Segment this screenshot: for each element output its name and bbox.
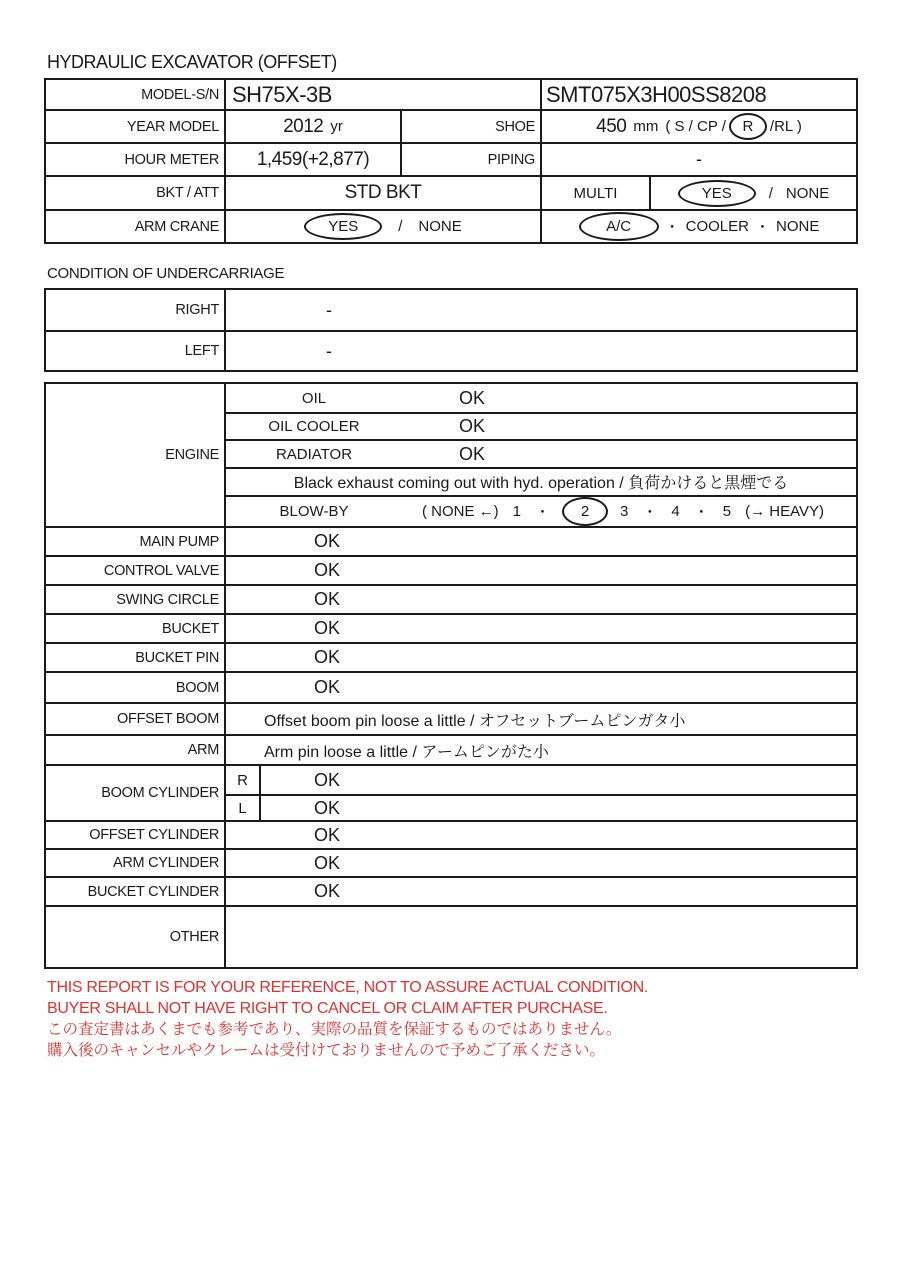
row-bucket-pin xyxy=(46,642,856,671)
blowby-scale-post: (→ HEAVY) xyxy=(745,503,824,520)
row-main-pump xyxy=(46,526,856,555)
multi-value-cell xyxy=(649,177,856,209)
shoe-value-cell xyxy=(540,111,856,142)
multi-yes-circled: YES xyxy=(678,180,756,207)
boom-cylinder-r-label: R xyxy=(237,771,248,789)
offset-boom-value: Offset boom pin loose a little / オフセットブームピンガタ小 xyxy=(224,704,856,734)
disclaimer-line-2: BUYER SHALL NOT HAVE RIGHT TO CANCEL OR CLAIM AFTER PURCHASE. xyxy=(47,1000,608,1017)
engine-note: Black exhaust coming out with hyd. operation / 負荷かけると黒煙でる xyxy=(226,467,856,495)
shoe-options-pre: ( S / CP / xyxy=(665,118,726,135)
other-label: OTHER xyxy=(169,929,219,945)
armcrane-yes-circled: YES xyxy=(304,213,382,240)
row-model xyxy=(46,80,856,109)
boom-cylinder-subrows xyxy=(224,766,856,820)
engine-row-blowby xyxy=(226,495,856,526)
bkt-label: BKT / ATT xyxy=(156,185,219,201)
main-pump-label: MAIN PUMP xyxy=(139,533,219,550)
row-bucket xyxy=(46,613,856,642)
header-table xyxy=(44,78,858,244)
control-valve-value: OK xyxy=(224,557,856,584)
row-offset-boom xyxy=(46,702,856,734)
blowby-dot3: ・ xyxy=(693,504,709,521)
main-pump-value: OK xyxy=(224,528,856,555)
ac-none: NONE xyxy=(776,218,820,235)
year-value: 2012 xyxy=(283,115,324,137)
blowby-1: 1 xyxy=(512,503,522,520)
multi-none: NONE xyxy=(785,184,830,202)
row-arm-cylinder xyxy=(46,848,856,876)
swing-circle-label: SWING CIRCLE xyxy=(116,591,219,608)
bucket-pin-value: OK xyxy=(224,644,856,671)
engine-row-oil-cooler xyxy=(226,412,856,439)
blowby-dot1: ・ xyxy=(535,504,551,521)
right-value: - xyxy=(224,290,856,330)
model-label: MODEL-S/N xyxy=(141,86,219,103)
oil-cooler-value: OK xyxy=(459,416,486,437)
row-year-shoe xyxy=(46,109,856,142)
row-swing-circle xyxy=(46,584,856,613)
piping-label: PIPING xyxy=(400,144,540,175)
armcrane-value-cell xyxy=(224,211,540,242)
ac-sep1: ・ xyxy=(664,219,680,236)
blowby-scale xyxy=(402,497,856,526)
offset-cylinder-label: OFFSET CYLINDER xyxy=(89,827,219,843)
boom-cylinder-r-value: OK xyxy=(259,766,856,794)
blowby-4: 4 xyxy=(671,503,680,520)
engine-row-radiator xyxy=(226,439,856,466)
boom-cylinder-l-label: L xyxy=(238,799,247,817)
blowby-label: BLOW-BY xyxy=(279,503,349,520)
armcrane-label: ARM CRANE xyxy=(134,218,219,235)
boom-label: BOOM xyxy=(175,679,219,696)
arm-value: Arm pin loose a little / アームピンがた小 xyxy=(224,736,856,764)
ac-value-cell xyxy=(540,211,856,242)
row-arm xyxy=(46,734,856,764)
blowby-5: 5 xyxy=(722,503,732,520)
multi-label: MULTI xyxy=(540,177,649,209)
shoe-label: SHOE xyxy=(400,111,540,142)
radiator-value: OK xyxy=(459,443,486,464)
right-label: RIGHT xyxy=(175,302,219,318)
boom-cylinder-label: BOOM CYLINDER xyxy=(101,785,219,801)
ac-cooler: COOLER xyxy=(685,218,749,235)
year-label: YEAR MODEL xyxy=(126,118,219,135)
row-bkt-multi xyxy=(46,175,856,209)
year-unit: yr xyxy=(330,118,343,135)
bucket-value: OK xyxy=(224,615,856,642)
swing-circle-value: OK xyxy=(224,586,856,613)
bucket-pin-label: BUCKET PIN xyxy=(135,649,219,666)
undercarriage-row-left xyxy=(46,330,856,370)
hour-label: HOUR METER xyxy=(124,151,219,168)
disclaimer-line-1: THIS REPORT IS FOR YOUR REFERENCE, NOT TO ASSURE ACTUAL CONDITION. xyxy=(47,979,649,996)
engine-label: ENGINE xyxy=(165,447,219,463)
row-bucket-cylinder xyxy=(46,876,856,905)
bucket-label: BUCKET xyxy=(161,620,219,637)
year-value-cell xyxy=(224,111,400,142)
disclaimer xyxy=(47,977,648,1061)
shoe-value: 450 xyxy=(596,115,627,137)
offset-boom-label: OFFSET BOOM xyxy=(117,711,219,727)
blowby-scale-pre: ( NONE ←) xyxy=(422,503,499,520)
oil-value: OK xyxy=(459,387,486,408)
ac-circled: A/C xyxy=(579,212,659,241)
armcrane-none: NONE xyxy=(418,218,462,235)
bucket-cylinder-value: OK xyxy=(224,878,856,905)
radiator-label: RADIATOR xyxy=(275,445,353,463)
blowby-3: 3 xyxy=(620,503,629,520)
model-value: SH75X-3B xyxy=(224,80,540,109)
bkt-value: STD BKT xyxy=(224,177,540,209)
boom-cylinder-row-l xyxy=(226,794,856,820)
row-armcrane-ac xyxy=(46,209,856,242)
page-title: HYDRAULIC EXCAVATOR (OFFSET) xyxy=(47,52,337,72)
disclaimer-line-3: この査定書はあくまでも参考であり、実際の品質を保証するものではありません。 xyxy=(47,1021,622,1038)
engine-block xyxy=(46,384,856,526)
boom-value: OK xyxy=(224,673,856,702)
undercarriage-row-right xyxy=(46,290,856,330)
oil-cooler-label: OIL COOLER xyxy=(268,418,360,436)
piping-value: - xyxy=(540,144,856,175)
inspection-table xyxy=(44,382,858,969)
boom-cylinder-block xyxy=(46,764,856,820)
row-other xyxy=(46,905,856,967)
arm-cylinder-value: OK xyxy=(224,850,856,876)
row-offset-cylinder xyxy=(46,820,856,848)
row-boom xyxy=(46,671,856,702)
ac-sep2: ・ xyxy=(755,219,771,236)
oil-label: OIL xyxy=(301,389,327,407)
blowby-2-circled: 2 xyxy=(562,497,608,526)
shoe-selected-circle: R xyxy=(729,113,767,140)
left-label: LEFT xyxy=(184,343,219,359)
boom-cylinder-row-r xyxy=(226,766,856,794)
multi-separator: / xyxy=(768,184,773,202)
left-value: - xyxy=(224,332,856,370)
shoe-unit: mm xyxy=(633,118,659,135)
engine-subrows xyxy=(224,384,856,526)
undercarriage-table xyxy=(44,288,858,372)
serial-value: SMT075X3H00SS8208 xyxy=(540,80,856,109)
engine-row-oil xyxy=(226,384,856,412)
arm-label: ARM xyxy=(187,742,219,758)
offset-cylinder-value: OK xyxy=(224,822,856,848)
hour-value: 1,459(+2,877) xyxy=(224,144,400,175)
bucket-cylinder-label: BUCKET CYLINDER xyxy=(87,883,219,900)
armcrane-separator: / xyxy=(398,218,403,235)
blowby-dot2: ・ xyxy=(642,504,658,521)
arm-cylinder-label: ARM CYLINDER xyxy=(113,855,219,871)
row-control-valve xyxy=(46,555,856,584)
boom-cylinder-l-value: OK xyxy=(259,796,856,820)
control-valve-label: CONTROL VALVE xyxy=(103,562,219,579)
disclaimer-line-4: 購入後のキャンセルやクレームは受付けておりませんので予めご了承ください。 xyxy=(47,1042,606,1059)
shoe-options-post: /RL ) xyxy=(769,118,802,135)
undercarriage-heading: CONDITION OF UNDERCARRIAGE xyxy=(47,265,285,282)
other-value xyxy=(224,907,856,967)
row-hour-piping xyxy=(46,142,856,175)
